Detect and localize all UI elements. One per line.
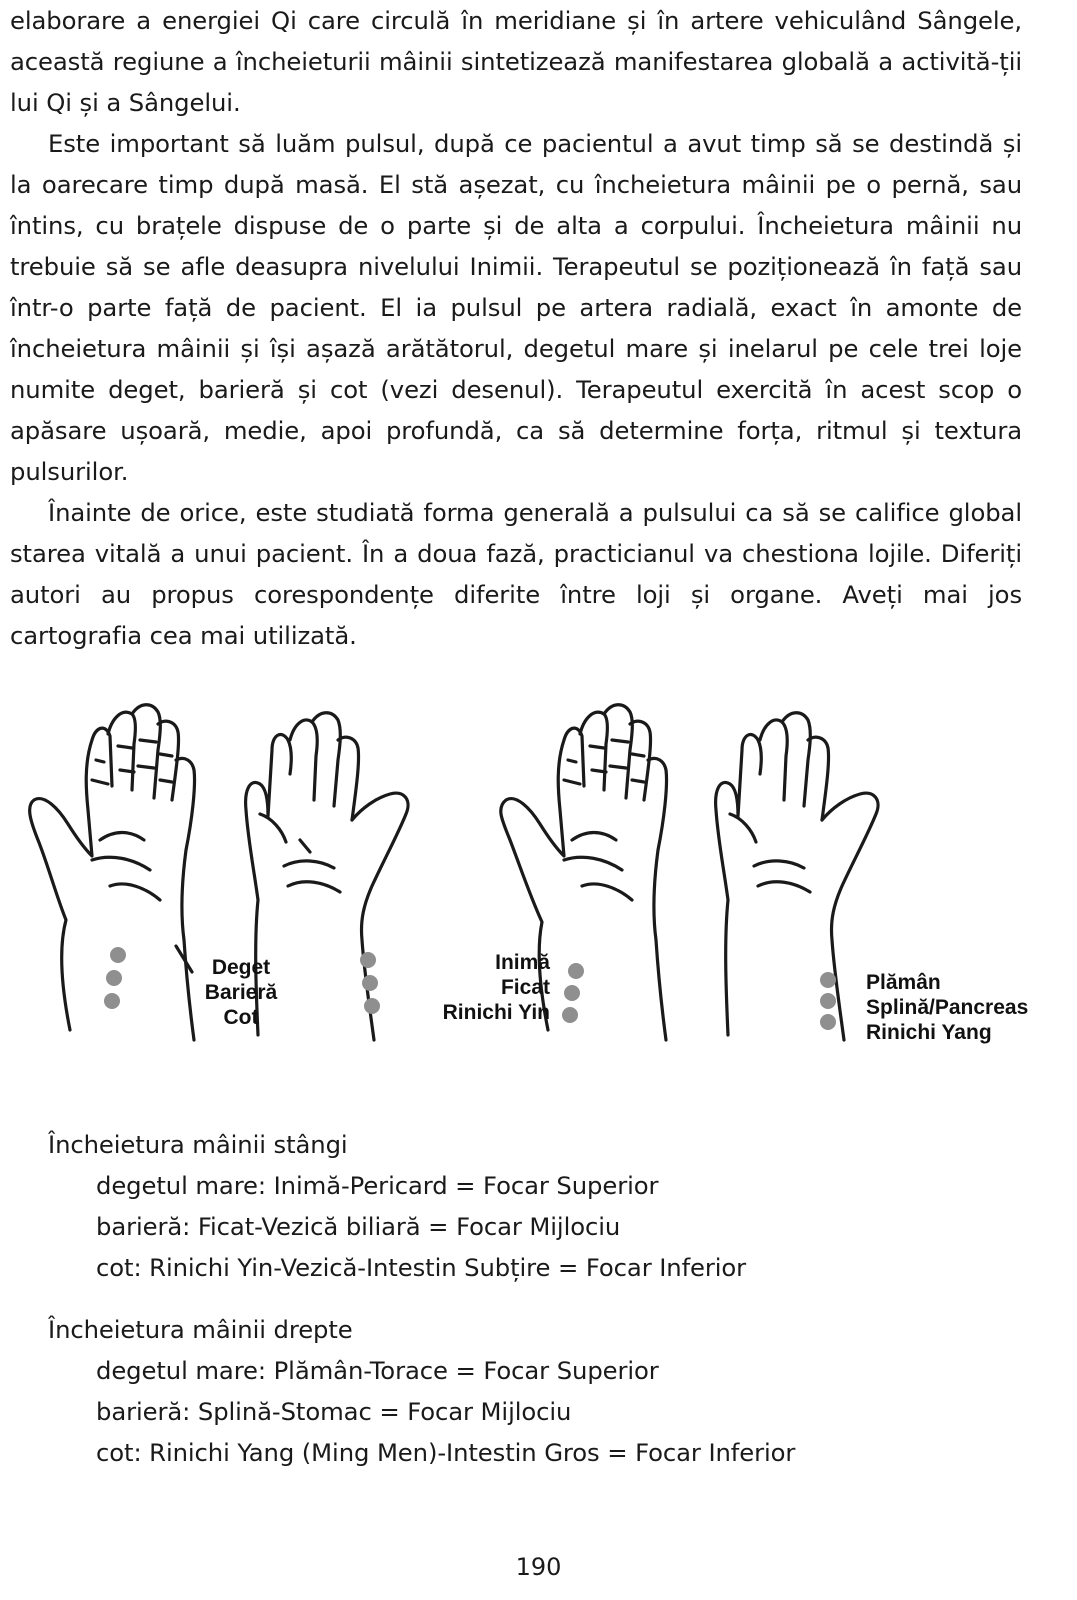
- hand-drawing-4: [716, 713, 878, 1040]
- label-deget: Deget: [211, 956, 271, 979]
- organ-mapping: [48, 1124, 1048, 1473]
- pulse-dot-3-upper: [568, 963, 584, 979]
- pulse-dot-1-upper: [110, 947, 126, 963]
- left-wrist-heading: Încheietura mâinii stângi: [48, 1130, 348, 1159]
- pulse-dot-1-middle: [106, 970, 122, 986]
- label-ficat: Ficat: [500, 976, 550, 999]
- pulse-dot-4-lower: [820, 1014, 836, 1030]
- pulse-dot-3-lower: [562, 1007, 578, 1023]
- body-text: [10, 0, 1022, 656]
- position-labels: [196, 955, 286, 1030]
- paragraph-3: Înainte de orice, este studiată forma generală a pulsului ca să se califice global starea vitală a unui pacient. În a doua fază, practicianul va chestiona lojile. Diferiți autori au propus corespondențe diferite între loji și organe. Aveți mai jos cartografia cea mai utilizată.: [10, 498, 1022, 650]
- label-cot: Cot: [223, 1006, 259, 1029]
- right-wrist-item: cot: Rinichi Yang (Ming Men)-Intestin Gros = Focar Inferior: [96, 1438, 796, 1467]
- pulse-dot-4-middle: [820, 993, 836, 1009]
- label-splina-pancreas: Splină/Pancreas: [866, 996, 1029, 1019]
- label-plaman: Plămân: [866, 971, 941, 994]
- label-rinichi-yang: Rinichi Yang: [866, 1021, 992, 1044]
- label-inima: Inimă: [495, 951, 550, 974]
- hand-drawing-1: [30, 705, 195, 1040]
- left-wrist-item: degetul mare: Inimă-Pericard = Focar Superior: [96, 1171, 659, 1200]
- right-wrist-item: degetul mare: Plămân-Torace = Focar Superior: [96, 1356, 659, 1385]
- left-wrist-item: barieră: Ficat-Vezică biliară = Focar Mijlociu: [96, 1212, 621, 1241]
- paragraph-1: elaborare a energiei Qi care circulă în meridiane și în artere vehiculând Sângele, această regiune a încheieturii mâinii sintetizează manifestarea globală a activită-ții lui Qi și a Sângelui.: [10, 6, 1022, 117]
- right-wrist-labels: [866, 970, 1066, 1045]
- left-wrist-labels: [420, 950, 550, 1025]
- paragraph-2: Este important să luăm pulsul, după ce pacientul a avut timp să se destindă și la oarecare timp după masă. El stă așezat, cu încheietura mâinii pe o pernă, sau întins, cu brațele dispuse de o parte și de alta a corpului. Încheietura mâinii nu trebuie să se afle deasupra nivelului Inimii. Terapeutul se poziționează în față sau într-o parte față de pacient. El ia pulsul pe artera radială, exact în amonte de încheietura mâinii și își așază arătătorul, degetul mare și inelarul pe cele trei loje numite deget, barieră și cot (vezi desenul). Terapeutul exercită în acest scop o apăsare ușoară, medie, apoi profundă, ca să determine forța, ritmul și textura pulsurilor.: [10, 129, 1022, 486]
- pulse-dot-2-lower: [364, 998, 380, 1014]
- pulse-dot-2-middle: [362, 975, 378, 991]
- pulse-dot-2-upper: [360, 952, 376, 968]
- left-wrist-item: cot: Rinichi Yin-Vezică-Intestin Subțire = Focar Inferior: [96, 1253, 747, 1282]
- pulse-dot-3-middle: [564, 985, 580, 1001]
- right-wrist-item: barieră: Splină-Stomac = Focar Mijlociu: [96, 1397, 572, 1426]
- right-wrist-heading: Încheietura mâinii drepte: [48, 1315, 353, 1344]
- page-number: 190: [515, 1553, 562, 1581]
- label-rinichi-yin: Rinichi Yin: [442, 1001, 550, 1024]
- label-bariera: Barieră: [204, 981, 278, 1004]
- pulse-positions-figure: [0, 690, 1077, 1080]
- pulse-dot-1-lower: [104, 993, 120, 1009]
- pulse-dot-4-upper: [820, 972, 836, 988]
